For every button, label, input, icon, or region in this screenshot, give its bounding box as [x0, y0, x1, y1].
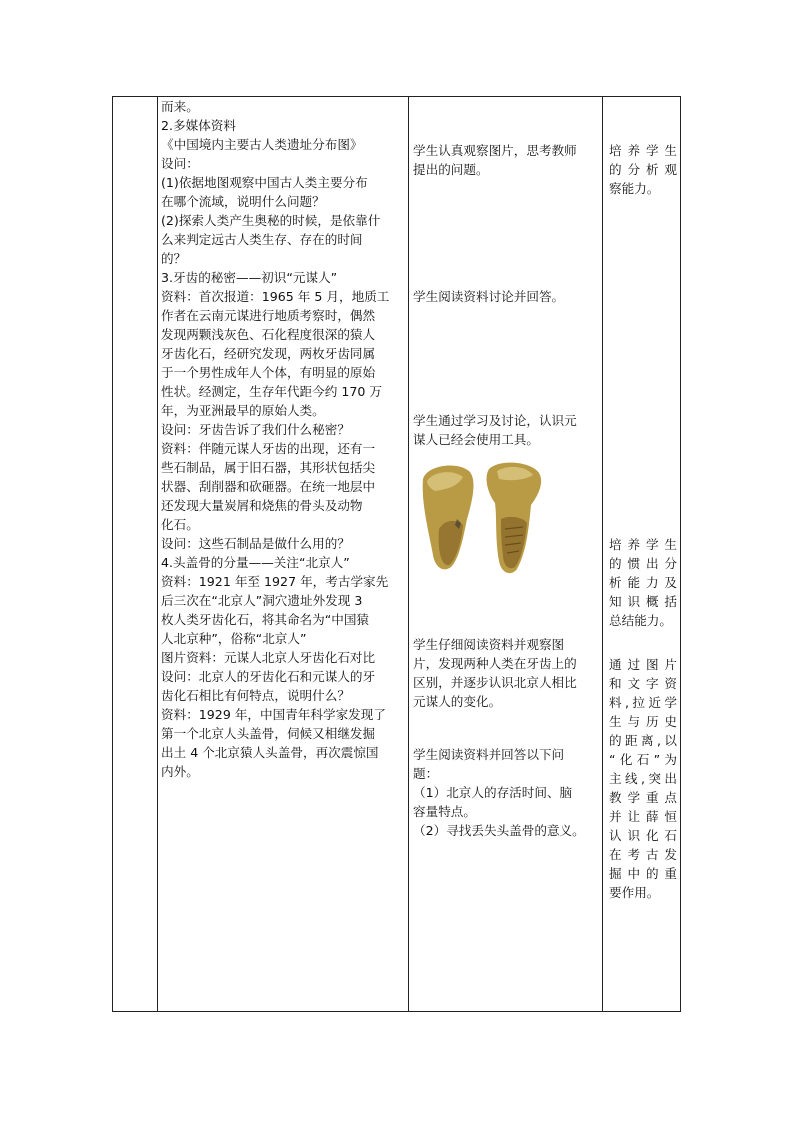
- text-line: 元谋人的变化。: [413, 694, 502, 709]
- intent-block: [609, 655, 677, 902]
- text-line: 的距离,以: [609, 733, 677, 748]
- text-line: 在考古发: [609, 847, 677, 862]
- text-line: 学生通过学习及讨论，认识元: [413, 413, 577, 428]
- text-line: 的？: [161, 251, 187, 266]
- text-line: 并让薛恒: [609, 809, 677, 824]
- text-line: 区别，并逐步认识北京人相比: [413, 675, 577, 690]
- text-line: 培养学生: [609, 537, 677, 552]
- text-line: 掘中的重: [609, 866, 677, 881]
- text-line: 图片资料：元谋人北京人牙齿化石对比: [161, 650, 376, 665]
- tooth-fossil-right: [487, 463, 542, 574]
- text-line: （1）北京人的存活时间、脑: [413, 785, 573, 800]
- text-line: 化石。: [161, 517, 199, 532]
- text-line: 资料：首次报道：1965 年 5 月，地质工: [161, 289, 390, 304]
- text-line: 和文字资: [609, 676, 677, 691]
- text-line: 资料：伴随元谋人牙齿的出现，还有一: [161, 441, 376, 456]
- text-line: 学生阅读资料讨论并回答。: [413, 289, 565, 304]
- design-intent-cell: [609, 97, 677, 1011]
- teaching-content-cell: [161, 97, 405, 781]
- text-line: 认识化石: [609, 828, 677, 843]
- question-line: 设问：北京人的牙齿化石和元谋人的牙: [161, 669, 376, 684]
- activity-block: [413, 141, 577, 179]
- text-line: “化石”为: [609, 752, 677, 767]
- text-line: 资料：1929 年，中国青年科学家发现了: [161, 707, 386, 722]
- text-line: 状器、刮削器和砍砸器。在统一地层中: [161, 479, 376, 494]
- text-line: 牙齿化石，经研究发现，两枚牙齿同属: [161, 346, 376, 361]
- text-line: 培养学生: [609, 143, 677, 158]
- text-line: 内外。: [161, 764, 199, 779]
- text-line: 谋人已经会使用工具。: [413, 432, 539, 447]
- text-line: 题：: [413, 766, 439, 781]
- text-line: 的惯出分: [609, 556, 677, 571]
- text-line: 《中国境内主要古人类遗址分布图》: [161, 137, 363, 152]
- text-line: 性状。经测定，生存年代距今约 170 万: [161, 384, 382, 399]
- text-line: 资料：1921 年至 1927 年，考古学家先: [161, 574, 389, 589]
- text-line: 要作用。: [609, 885, 660, 900]
- text-line: 学生仔细阅读资料并观察图: [413, 637, 565, 652]
- text-line: 人北京种”，俗称“北京人”: [161, 631, 307, 646]
- tooth-fossil-image: [417, 459, 549, 577]
- text-line: 作者在云南元谋进行地质考察时，偶然: [161, 308, 376, 323]
- text-line: 齿化石相比有何特点，说明什么？: [161, 688, 350, 703]
- text-line: 的分析观: [609, 162, 677, 177]
- text-line: 第一个北京人头盖骨，伺候又相继发掘: [161, 726, 376, 741]
- text-line: 学生认真观察图片，思考教师: [413, 143, 577, 158]
- section-heading: 2.多媒体资料: [161, 118, 236, 133]
- text-line: 出土 4 个北京猿人头盖骨，再次震惊国: [161, 745, 379, 760]
- lesson-table: [112, 96, 681, 1012]
- column-divider: [408, 97, 409, 1011]
- section-heading: 3.牙齿的秘密——初识“元谋人”: [161, 270, 338, 285]
- text-line: 总结能力。: [609, 613, 672, 628]
- text-line: 枚人类牙齿化石，将其命名为“中国猿: [161, 612, 370, 627]
- text-line: 后三次在“北京人”洞穴遗址外发现 3: [161, 593, 363, 608]
- text-line: (1)依据地图观察中国古人类主要分布: [161, 175, 368, 190]
- column-divider: [157, 97, 158, 1011]
- text-line: 发现两颗浅灰色、石化程度很深的猿人: [161, 327, 376, 342]
- intent-block: [609, 535, 677, 630]
- text-line: 么来判定远古人类生存、存在的时间: [161, 232, 363, 247]
- text-line: 容量特点。: [413, 804, 476, 819]
- text-line: 于一个男性成年人个体，有明显的原始: [161, 365, 376, 380]
- intent-block: [609, 141, 677, 198]
- activity-block: [413, 287, 564, 306]
- text-line: 学生阅读资料并回答以下问: [413, 747, 565, 762]
- text-line: 还发现大量炭屑和烧焦的骨头及动物: [161, 498, 363, 513]
- text-line: 通过图片: [609, 657, 677, 672]
- text-line: 片，发现两种人类在牙齿上的: [413, 656, 577, 671]
- text-line: 些石制品，属于旧石器，其形状包括尖: [161, 460, 376, 475]
- text-line: 知识概括: [609, 594, 677, 609]
- activity-block: [413, 745, 585, 840]
- text-line: 而来。: [161, 99, 199, 114]
- activity-block: [413, 635, 577, 711]
- text-line: 教学重点: [609, 790, 677, 805]
- text-line: 析能力及: [609, 575, 677, 590]
- question-line: 设问：这些石制品是做什么用的？: [161, 536, 350, 551]
- text-line: 设问：: [161, 156, 199, 171]
- text-line: 提出的问题。: [413, 162, 489, 177]
- text-line: 察能力。: [609, 181, 660, 196]
- text-line: 料,拉近学: [609, 695, 677, 710]
- question-line: 设问：牙齿告诉了我们什么秘密？: [161, 422, 350, 437]
- activity-block: [413, 411, 577, 449]
- text-line: 生与历史: [609, 714, 677, 729]
- text-line: 年，为亚洲最早的原始人类。: [161, 403, 325, 418]
- tooth-fossil-left: [423, 465, 474, 569]
- text-line: 主线,突出: [609, 771, 677, 786]
- text-line: （2）寻找丢失头盖骨的意义。: [413, 823, 585, 838]
- text-line: 在哪个流域，说明什么问题？: [161, 194, 325, 209]
- text-line: (2)探索人类产生奥秘的时候，是依靠什: [161, 213, 381, 228]
- section-heading: 4.头盖骨的分量——关注“北京人”: [161, 555, 350, 570]
